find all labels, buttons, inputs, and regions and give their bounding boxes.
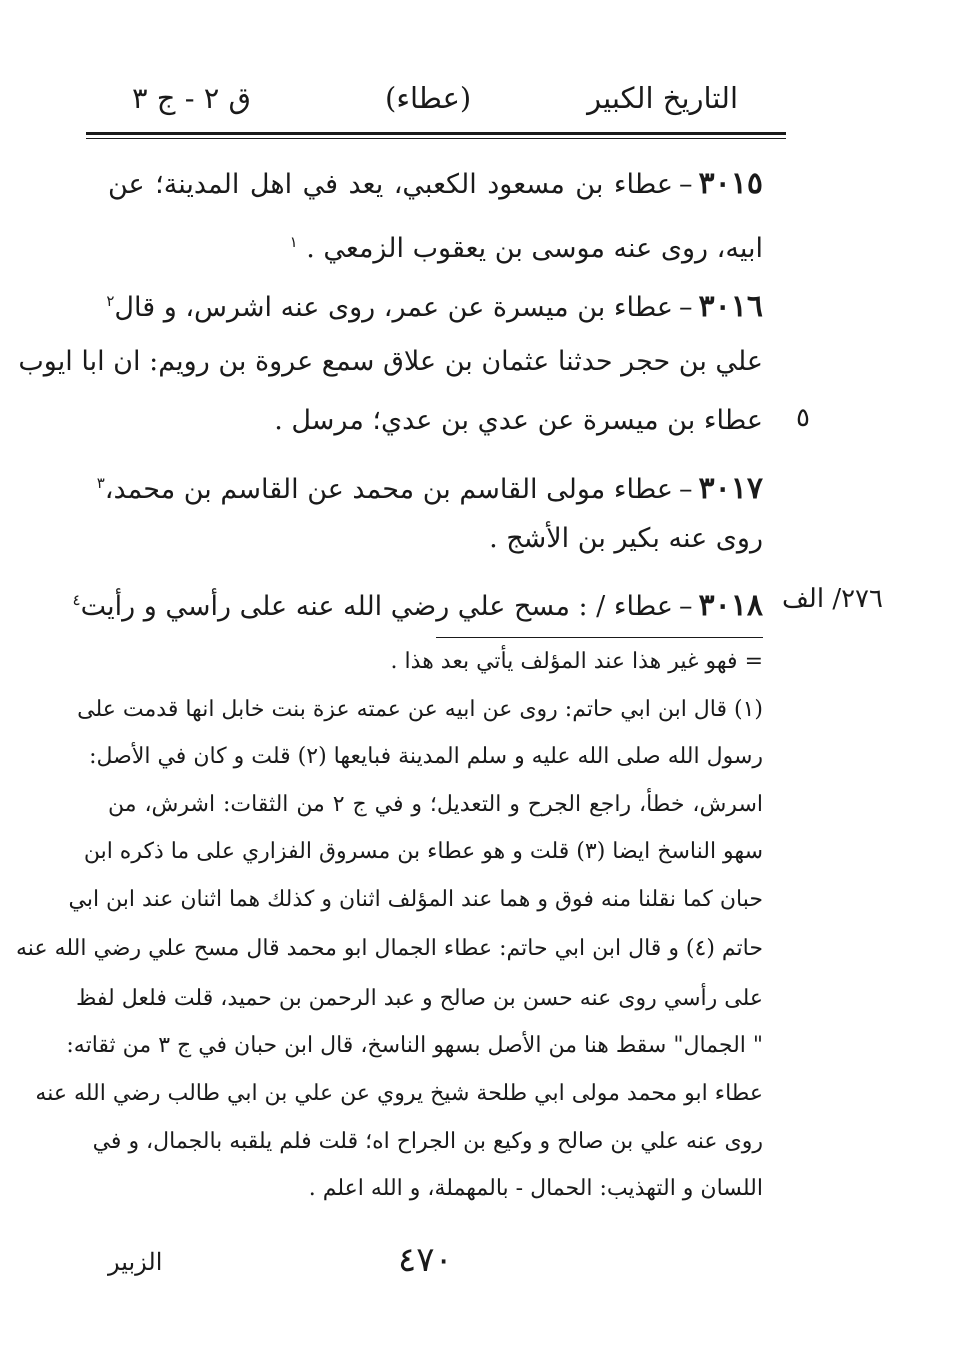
footnote-line: اللسان و التهذيب: الحمال - بالمهملة، و الله اعلم . xyxy=(308,1176,763,1201)
entry-text: روى عنه بكير بن الأشج . xyxy=(489,523,763,554)
footnote-ref: ١ xyxy=(289,233,298,251)
volume-marker: ق ٢ - ج ٣ xyxy=(132,81,252,115)
footnote-rule xyxy=(436,637,763,638)
footnote-ref: ٣ xyxy=(96,474,105,492)
page-number: ٤٧٠ xyxy=(398,1240,453,1280)
entry-line xyxy=(290,214,763,270)
footnote-line: سهو الناسخ ايضا (٣) قلت و هو عطاء بن مسروق الفزاري على ما ذكره ابن xyxy=(83,839,763,864)
entry-number: ٣٠١٧ xyxy=(698,471,763,506)
catchword: الزبير xyxy=(108,1248,163,1276)
entry-text: علي بن حجر حدثنا عثمان بن علاق سمع عروة بن رويم: ان ابا ايوب xyxy=(18,346,763,377)
entry-line xyxy=(489,511,763,567)
footnote-line: حبان كما نقلنا منه فوق و هما عند المؤلف اثنان و كذلك هما اثنان عند ابن ابي xyxy=(68,887,763,912)
entry-number: ٣٠١٦ xyxy=(698,289,763,324)
footnote-line: اسرش، خطأ، راجع الجرح و التعديل؛ و في ج ٢ من الثقات: اشرش، من xyxy=(108,792,763,817)
entry-line: ٣٠١٨–عطاء / : مسح علي رضي الله عنه على رأسي و رأيت$^٤$ xyxy=(72,588,763,623)
entry-line: ٣٠١٥–عطاء بن مسعود الكعبي، يعد في اهل المدينة؛ عن xyxy=(108,166,763,201)
margin-folio: ٢٧٦/ الف xyxy=(782,584,883,614)
footnote-line: = فهو غير هذا عند المؤلف يأتي بعد هذا . xyxy=(390,649,763,674)
entry-number: ٣٠١٨ xyxy=(698,588,763,623)
footnote-line: على رأسي روى عنه حسن بن صالح و عبد الرحمن بن حميد، قلت فلعل لفظ xyxy=(76,986,763,1011)
entry-text: عطاء بن ميسرة عن عمر، روى عنه اشرس، و قال xyxy=(114,292,674,323)
margin-line-number: ٥ xyxy=(796,403,810,433)
entry-text: عطاء / : مسح علي رضي الله عنه على رأسي و رأيت xyxy=(80,591,674,622)
running-section: (عطاء) xyxy=(385,81,472,115)
running-title: التاريخ الكبير xyxy=(587,81,738,115)
entry-text: ابيه، روى عنه موسى بن يعقوب الزمعي . xyxy=(306,233,763,264)
entry-line: ٣٠١٦–عطاء بن ميسرة عن عمر، روى عنه اشرس، و قال$^٢$ xyxy=(106,289,763,324)
entry-line xyxy=(274,393,763,449)
footnote-line: عطاء ابو محمد مولى ابي طلحة شيخ يروي عن علي بن ابي طالب رضي الله عنه xyxy=(35,1081,763,1106)
entry-text: عطاء مولى القاسم بن محمد عن القاسم بن محمد، xyxy=(104,474,674,505)
header-rule-thin xyxy=(86,138,786,139)
footnote-line: روى عنه علي بن صالح و وكيع بن الجراح اه؛ قلت فلم يلقبه بالجمال، و في xyxy=(92,1129,763,1154)
footnote-line: (١) قال ابن ابي حاتم: روى عن ابيه عن عمته عزة بنت خابل انها قدمت على xyxy=(77,697,763,722)
footnote-line: حاتم (٤) و قال ابن ابي حاتم: عطاء الجمال ابو محمد قال مسح علي رضي الله عنه xyxy=(16,936,763,961)
entry-number: ٣٠١٥ xyxy=(698,166,763,201)
footnote-ref: ٤ xyxy=(72,591,81,609)
footnote-ref: ٢ xyxy=(106,292,115,310)
footnote-line: رسول الله صلى الله عليه و سلم المدينة فبايعها (٢) قلت و كان في الأصل: xyxy=(89,744,763,769)
entry-text: عطاء بن مسعود الكعبي، يعد في اهل المدينة؛ عن xyxy=(108,169,674,200)
entry-text: عطاء بن ميسرة عن عدي بن عدي؛ مرسل . xyxy=(274,405,763,436)
header-rule-thick xyxy=(86,132,786,135)
entry-line xyxy=(18,334,763,390)
footnote-line: " الجمال" سقط هنا من الأصل بسهو الناسخ، قال ابن حبان في ج ٣ من ثقاته: xyxy=(66,1033,763,1058)
entry-line: ٣٠١٧–عطاء مولى القاسم بن محمد عن القاسم بن محمد،$^٣$ xyxy=(96,471,763,506)
